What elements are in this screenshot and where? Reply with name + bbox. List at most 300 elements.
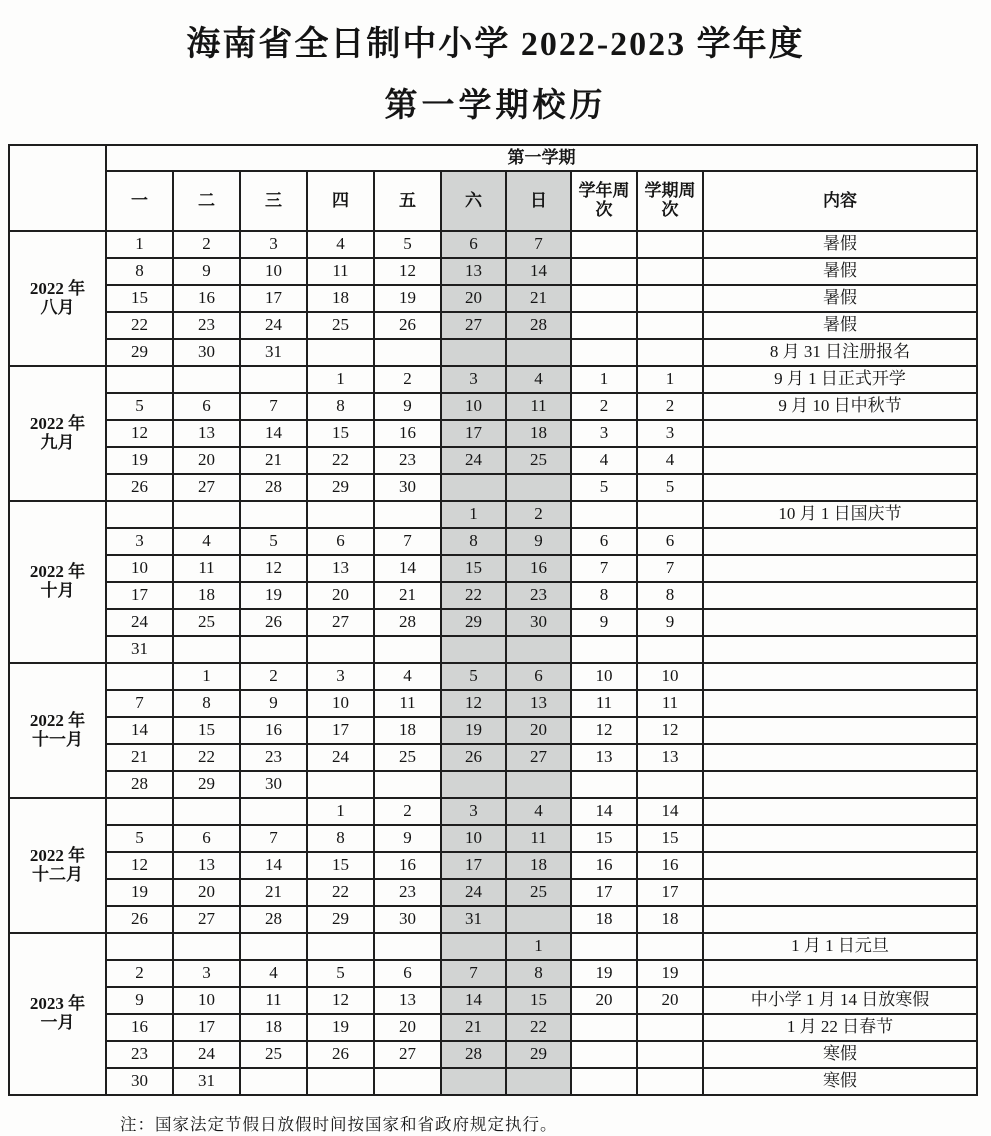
day-cell: 22 bbox=[441, 582, 506, 609]
day-cell: 27 bbox=[173, 474, 240, 501]
day-cell bbox=[173, 933, 240, 960]
day-cell: 1 bbox=[506, 933, 571, 960]
content-cell: 暑假 bbox=[703, 285, 977, 312]
month-label bbox=[9, 231, 106, 366]
year-week-cell: 19 bbox=[571, 960, 637, 987]
day-cell: 21 bbox=[240, 879, 307, 906]
month-label-month: 一月 bbox=[40, 1013, 75, 1032]
day-cell: 7 bbox=[374, 528, 441, 555]
term-week-cell: 19 bbox=[637, 960, 703, 987]
day-cell: 6 bbox=[173, 825, 240, 852]
calendar-week-row bbox=[9, 798, 977, 825]
content-cell bbox=[703, 906, 977, 933]
day-cell: 11 bbox=[240, 987, 307, 1014]
day-cell: 3 bbox=[441, 366, 506, 393]
day-cell: 3 bbox=[240, 231, 307, 258]
day-cell bbox=[307, 771, 374, 798]
day-cell: 9 bbox=[374, 825, 441, 852]
day-cell: 17 bbox=[106, 582, 173, 609]
term-week-cell: 9 bbox=[637, 609, 703, 636]
day-cell: 22 bbox=[506, 1014, 571, 1041]
day-cell: 10 bbox=[441, 393, 506, 420]
month-label-month: 八月 bbox=[40, 297, 75, 317]
day-cell: 25 bbox=[240, 1041, 307, 1068]
day-cell bbox=[307, 501, 374, 528]
corner-cell bbox=[9, 145, 106, 231]
day-cell bbox=[173, 366, 240, 393]
day-cell: 5 bbox=[106, 393, 173, 420]
calendar-week-row bbox=[9, 582, 977, 609]
day-cell: 9 bbox=[374, 393, 441, 420]
day-cell: 21 bbox=[506, 285, 571, 312]
year-week-cell: 10 bbox=[571, 663, 637, 690]
day-cell: 8 bbox=[173, 690, 240, 717]
day-cell: 11 bbox=[307, 258, 374, 285]
day-cell: 19 bbox=[106, 447, 173, 474]
term-week-cell: 8 bbox=[637, 582, 703, 609]
day-cell: 6 bbox=[374, 960, 441, 987]
content-cell: 8 月 31 日注册报名 bbox=[703, 339, 977, 366]
term-week-cell: 6 bbox=[637, 528, 703, 555]
day-cell bbox=[173, 501, 240, 528]
term-week-cell: 3 bbox=[637, 420, 703, 447]
content-cell bbox=[703, 582, 977, 609]
day-cell: 24 bbox=[307, 744, 374, 771]
day-cell bbox=[106, 933, 173, 960]
calendar-week-row bbox=[9, 906, 977, 933]
day-cell bbox=[240, 933, 307, 960]
calendar-week-row bbox=[9, 231, 977, 258]
calendar-week-row bbox=[9, 690, 977, 717]
year-week-cell bbox=[571, 312, 637, 339]
day-cell: 23 bbox=[240, 744, 307, 771]
day-cell bbox=[374, 339, 441, 366]
day-cell: 25 bbox=[307, 312, 374, 339]
day-cell: 3 bbox=[307, 663, 374, 690]
year-week-cell bbox=[571, 771, 637, 798]
term-week-cell bbox=[637, 501, 703, 528]
content-cell bbox=[703, 474, 977, 501]
day-cell: 4 bbox=[374, 663, 441, 690]
content-cell: 10 月 1 日国庆节 bbox=[703, 501, 977, 528]
content-cell bbox=[703, 528, 977, 555]
content-cell bbox=[703, 717, 977, 744]
day-cell: 24 bbox=[173, 1041, 240, 1068]
day-cell bbox=[374, 636, 441, 663]
month-label-month: 十月 bbox=[40, 581, 75, 600]
content-cell: 9 月 1 日正式开学 bbox=[703, 366, 977, 393]
calendar-week-row bbox=[9, 744, 977, 771]
month-label-year: 2022 年 bbox=[29, 413, 86, 433]
weekday-header: 一 bbox=[106, 171, 173, 231]
day-cell bbox=[506, 339, 571, 366]
content-cell: 寒假 bbox=[703, 1068, 977, 1095]
content-cell bbox=[703, 663, 977, 690]
day-cell: 15 bbox=[506, 987, 571, 1014]
day-cell: 23 bbox=[173, 312, 240, 339]
day-cell: 18 bbox=[173, 582, 240, 609]
content-cell bbox=[703, 744, 977, 771]
day-cell: 5 bbox=[441, 663, 506, 690]
day-cell: 22 bbox=[106, 312, 173, 339]
day-cell bbox=[106, 366, 173, 393]
day-cell bbox=[506, 474, 571, 501]
day-cell bbox=[240, 798, 307, 825]
calendar-week-row bbox=[9, 312, 977, 339]
term-week-cell bbox=[637, 771, 703, 798]
day-cell: 16 bbox=[506, 555, 571, 582]
day-cell: 15 bbox=[441, 555, 506, 582]
day-cell: 24 bbox=[441, 447, 506, 474]
day-cell: 4 bbox=[506, 366, 571, 393]
day-cell: 7 bbox=[441, 960, 506, 987]
day-cell: 12 bbox=[240, 555, 307, 582]
content-column-header: 内容 bbox=[703, 171, 977, 231]
calendar-week-row bbox=[9, 501, 977, 528]
day-cell bbox=[441, 339, 506, 366]
term-week-cell: 12 bbox=[637, 717, 703, 744]
day-cell: 20 bbox=[506, 717, 571, 744]
month-label-year: 2022 年 bbox=[29, 710, 86, 730]
day-cell: 15 bbox=[307, 852, 374, 879]
calendar-week-row bbox=[9, 420, 977, 447]
year-week-cell bbox=[571, 258, 637, 285]
term-week-cell: 2 bbox=[637, 393, 703, 420]
day-cell: 4 bbox=[240, 960, 307, 987]
term-week-cell bbox=[637, 1041, 703, 1068]
day-cell: 17 bbox=[173, 1014, 240, 1041]
day-cell: 14 bbox=[106, 717, 173, 744]
day-cell: 28 bbox=[374, 609, 441, 636]
term-week-cell bbox=[637, 285, 703, 312]
term-week-cell bbox=[637, 339, 703, 366]
calendar-week-row bbox=[9, 717, 977, 744]
term-week-cell bbox=[637, 312, 703, 339]
day-cell: 16 bbox=[374, 852, 441, 879]
day-cell bbox=[441, 636, 506, 663]
day-cell: 4 bbox=[173, 528, 240, 555]
year-week-cell: 13 bbox=[571, 744, 637, 771]
day-cell: 5 bbox=[106, 825, 173, 852]
day-cell bbox=[506, 771, 571, 798]
year-week-cell bbox=[571, 285, 637, 312]
day-cell: 11 bbox=[173, 555, 240, 582]
day-cell: 2 bbox=[374, 798, 441, 825]
day-cell: 22 bbox=[307, 447, 374, 474]
day-cell: 30 bbox=[173, 339, 240, 366]
day-cell bbox=[441, 771, 506, 798]
day-cell: 21 bbox=[441, 1014, 506, 1041]
day-cell bbox=[307, 636, 374, 663]
day-cell bbox=[106, 501, 173, 528]
term-week-cell: 15 bbox=[637, 825, 703, 852]
calendar-week-row bbox=[9, 258, 977, 285]
day-cell: 28 bbox=[240, 906, 307, 933]
day-cell: 31 bbox=[106, 636, 173, 663]
content-cell bbox=[703, 960, 977, 987]
content-cell bbox=[703, 690, 977, 717]
day-cell: 8 bbox=[307, 393, 374, 420]
term-week-cell bbox=[637, 231, 703, 258]
calendar-week-row bbox=[9, 366, 977, 393]
day-cell: 12 bbox=[106, 420, 173, 447]
term-week-cell: 18 bbox=[637, 906, 703, 933]
day-cell: 14 bbox=[441, 987, 506, 1014]
day-cell: 14 bbox=[240, 420, 307, 447]
day-cell: 12 bbox=[106, 852, 173, 879]
day-cell: 25 bbox=[173, 609, 240, 636]
day-cell: 19 bbox=[106, 879, 173, 906]
day-cell: 9 bbox=[506, 528, 571, 555]
day-cell: 2 bbox=[374, 366, 441, 393]
day-cell: 14 bbox=[506, 258, 571, 285]
day-cell: 3 bbox=[106, 528, 173, 555]
year-week-cell: 4 bbox=[571, 447, 637, 474]
day-cell: 2 bbox=[173, 231, 240, 258]
calendar-week-row bbox=[9, 663, 977, 690]
term-week-cell: 20 bbox=[637, 987, 703, 1014]
calendar-week-row bbox=[9, 825, 977, 852]
day-cell: 6 bbox=[307, 528, 374, 555]
week-column-header: 学年周次 bbox=[571, 171, 637, 231]
year-week-cell: 8 bbox=[571, 582, 637, 609]
day-cell: 23 bbox=[374, 879, 441, 906]
day-cell: 31 bbox=[441, 906, 506, 933]
day-cell: 19 bbox=[307, 1014, 374, 1041]
day-cell: 16 bbox=[173, 285, 240, 312]
day-cell: 13 bbox=[307, 555, 374, 582]
content-cell bbox=[703, 852, 977, 879]
day-cell bbox=[240, 366, 307, 393]
day-cell: 30 bbox=[240, 771, 307, 798]
year-week-cell: 7 bbox=[571, 555, 637, 582]
calendar-week-row bbox=[9, 636, 977, 663]
day-cell: 2 bbox=[240, 663, 307, 690]
year-week-cell bbox=[571, 1041, 637, 1068]
day-cell: 31 bbox=[240, 339, 307, 366]
day-cell: 5 bbox=[307, 960, 374, 987]
day-cell: 8 bbox=[506, 960, 571, 987]
year-week-cell bbox=[571, 231, 637, 258]
day-cell bbox=[240, 636, 307, 663]
day-cell: 18 bbox=[307, 285, 374, 312]
day-cell: 5 bbox=[374, 231, 441, 258]
day-cell: 21 bbox=[240, 447, 307, 474]
day-cell: 9 bbox=[173, 258, 240, 285]
day-cell: 29 bbox=[173, 771, 240, 798]
day-cell: 18 bbox=[374, 717, 441, 744]
day-cell: 6 bbox=[506, 663, 571, 690]
day-cell bbox=[307, 1068, 374, 1095]
day-cell: 15 bbox=[106, 285, 173, 312]
day-cell: 14 bbox=[374, 555, 441, 582]
day-cell: 27 bbox=[441, 312, 506, 339]
day-cell bbox=[240, 501, 307, 528]
page-title: 海南省全日制中小学 2022-2023 学年度 bbox=[186, 26, 805, 63]
day-cell: 24 bbox=[240, 312, 307, 339]
day-cell: 29 bbox=[307, 474, 374, 501]
day-cell: 29 bbox=[441, 609, 506, 636]
footnote: 注：国家法定节假日放假时间按国家和省政府规定执行。 bbox=[120, 1115, 558, 1134]
calendar-week-row bbox=[9, 933, 977, 960]
content-cell: 中小学 1 月 14 日放寒假 bbox=[703, 987, 977, 1014]
day-cell bbox=[374, 771, 441, 798]
day-cell: 27 bbox=[506, 744, 571, 771]
day-cell: 19 bbox=[240, 582, 307, 609]
day-cell: 1 bbox=[307, 366, 374, 393]
day-cell: 3 bbox=[173, 960, 240, 987]
content-cell bbox=[703, 636, 977, 663]
month-label bbox=[9, 501, 106, 663]
day-cell: 31 bbox=[173, 1068, 240, 1095]
day-cell: 20 bbox=[173, 879, 240, 906]
day-cell: 15 bbox=[173, 717, 240, 744]
calendar-week-row bbox=[9, 474, 977, 501]
day-cell: 11 bbox=[374, 690, 441, 717]
weekday-header: 三 bbox=[240, 171, 307, 231]
day-cell: 9 bbox=[240, 690, 307, 717]
content-cell bbox=[703, 825, 977, 852]
content-cell bbox=[703, 447, 977, 474]
day-cell: 26 bbox=[240, 609, 307, 636]
day-cell: 20 bbox=[307, 582, 374, 609]
day-cell: 23 bbox=[106, 1041, 173, 1068]
day-cell: 29 bbox=[506, 1041, 571, 1068]
day-cell: 18 bbox=[506, 852, 571, 879]
year-week-cell: 1 bbox=[571, 366, 637, 393]
day-cell: 24 bbox=[106, 609, 173, 636]
day-cell bbox=[506, 636, 571, 663]
year-week-cell: 17 bbox=[571, 879, 637, 906]
day-cell bbox=[374, 933, 441, 960]
day-cell: 10 bbox=[106, 555, 173, 582]
day-cell: 17 bbox=[307, 717, 374, 744]
calendar-week-row bbox=[9, 987, 977, 1014]
content-cell: 暑假 bbox=[703, 312, 977, 339]
calendar-week-row bbox=[9, 1068, 977, 1095]
day-cell: 1 bbox=[173, 663, 240, 690]
day-cell: 19 bbox=[374, 285, 441, 312]
calendar-week-row bbox=[9, 852, 977, 879]
day-cell: 25 bbox=[374, 744, 441, 771]
day-cell bbox=[506, 1068, 571, 1095]
day-cell: 7 bbox=[240, 393, 307, 420]
day-cell: 10 bbox=[173, 987, 240, 1014]
day-cell: 20 bbox=[441, 285, 506, 312]
month-label bbox=[9, 933, 106, 1095]
day-cell bbox=[106, 798, 173, 825]
year-week-cell bbox=[571, 1014, 637, 1041]
day-cell: 11 bbox=[506, 393, 571, 420]
day-cell: 13 bbox=[173, 852, 240, 879]
day-cell: 9 bbox=[106, 987, 173, 1014]
month-label-year: 2022 年 bbox=[29, 278, 86, 298]
day-cell: 13 bbox=[441, 258, 506, 285]
day-cell: 27 bbox=[307, 609, 374, 636]
term-week-cell bbox=[637, 1014, 703, 1041]
day-cell bbox=[441, 474, 506, 501]
day-cell: 16 bbox=[240, 717, 307, 744]
day-cell: 10 bbox=[240, 258, 307, 285]
day-cell: 10 bbox=[441, 825, 506, 852]
calendar-table bbox=[8, 144, 978, 1096]
day-cell: 21 bbox=[106, 744, 173, 771]
day-cell bbox=[374, 501, 441, 528]
day-cell: 14 bbox=[240, 852, 307, 879]
day-cell: 17 bbox=[441, 852, 506, 879]
month-label bbox=[9, 366, 106, 501]
day-cell: 27 bbox=[173, 906, 240, 933]
month-label-year: 2022 年 bbox=[29, 562, 86, 582]
term-week-cell: 4 bbox=[637, 447, 703, 474]
calendar-week-row bbox=[9, 960, 977, 987]
day-cell: 16 bbox=[106, 1014, 173, 1041]
day-cell: 15 bbox=[307, 420, 374, 447]
day-cell: 4 bbox=[307, 231, 374, 258]
day-cell: 22 bbox=[307, 879, 374, 906]
day-cell: 11 bbox=[506, 825, 571, 852]
calendar-week-row bbox=[9, 771, 977, 798]
day-cell: 1 bbox=[441, 501, 506, 528]
term-week-cell: 17 bbox=[637, 879, 703, 906]
day-cell: 21 bbox=[374, 582, 441, 609]
year-week-cell: 11 bbox=[571, 690, 637, 717]
day-cell: 1 bbox=[106, 231, 173, 258]
month-label-month: 十一月 bbox=[32, 729, 83, 749]
year-week-cell: 15 bbox=[571, 825, 637, 852]
year-week-cell: 16 bbox=[571, 852, 637, 879]
day-cell: 29 bbox=[307, 906, 374, 933]
year-week-cell bbox=[571, 501, 637, 528]
month-label-year: 2023 年 bbox=[29, 994, 86, 1014]
day-cell: 26 bbox=[106, 906, 173, 933]
day-cell bbox=[173, 636, 240, 663]
day-cell: 2 bbox=[506, 501, 571, 528]
term-week-cell: 1 bbox=[637, 366, 703, 393]
year-week-cell: 6 bbox=[571, 528, 637, 555]
day-cell: 13 bbox=[506, 690, 571, 717]
month-label-year: 2022 年 bbox=[29, 845, 86, 865]
day-cell bbox=[441, 933, 506, 960]
term-week-cell bbox=[637, 258, 703, 285]
day-cell: 29 bbox=[106, 339, 173, 366]
calendar-week-row bbox=[9, 1041, 977, 1068]
content-cell bbox=[703, 420, 977, 447]
calendar-week-row bbox=[9, 609, 977, 636]
term-week-cell: 5 bbox=[637, 474, 703, 501]
calendar-week-row bbox=[9, 879, 977, 906]
month-label-month: 九月 bbox=[40, 432, 75, 452]
weekday-header: 二 bbox=[173, 171, 240, 231]
day-cell: 13 bbox=[374, 987, 441, 1014]
weekday-header: 六 bbox=[441, 171, 506, 231]
weekday-header: 日 bbox=[506, 171, 571, 231]
day-cell: 28 bbox=[441, 1041, 506, 1068]
content-cell bbox=[703, 879, 977, 906]
year-week-cell: 5 bbox=[571, 474, 637, 501]
term-week-cell: 13 bbox=[637, 744, 703, 771]
day-cell: 30 bbox=[374, 474, 441, 501]
day-cell: 26 bbox=[307, 1041, 374, 1068]
calendar-week-row bbox=[9, 1014, 977, 1041]
month-label-month: 十二月 bbox=[32, 864, 83, 884]
content-cell: 寒假 bbox=[703, 1041, 977, 1068]
day-cell: 25 bbox=[506, 447, 571, 474]
year-week-cell: 14 bbox=[571, 798, 637, 825]
content-cell bbox=[703, 771, 977, 798]
day-cell bbox=[307, 933, 374, 960]
calendar-week-row bbox=[9, 555, 977, 582]
